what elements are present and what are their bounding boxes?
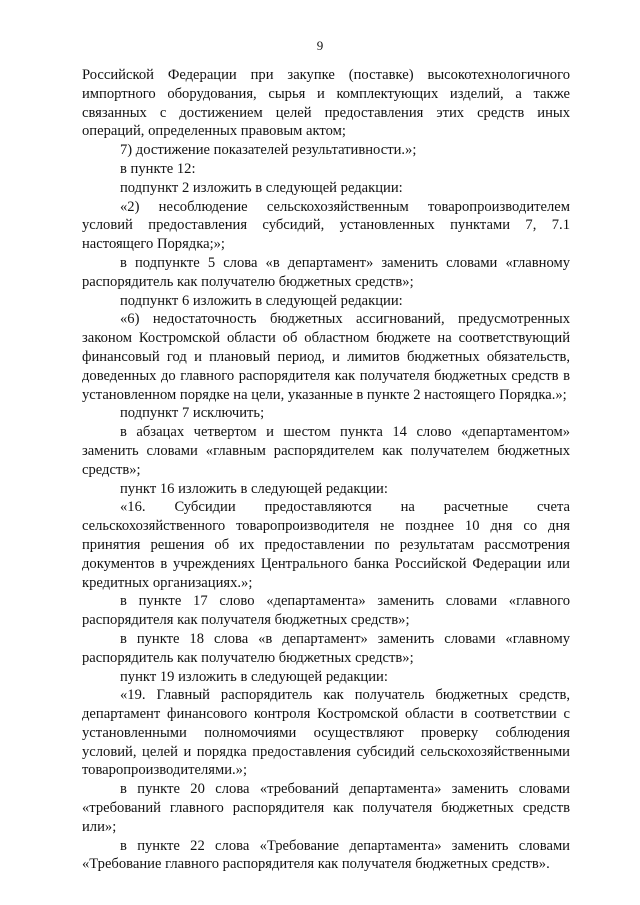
paragraph-17: в пункте 20 слова «требований департамента» заменить словами «требований главного распорядителя как получателя бюджетных средств или»; — [82, 781, 570, 835]
paragraph-6: в подпункте 5 слова «в департамент» заменить словами «главному распорядитель как получателю бюджетных средств»; — [82, 254, 570, 290]
paragraph-15: пункт 19 изложить в следующей редакции: — [120, 668, 388, 685]
paragraph-4: подпункт 2 изложить в следующей редакции: — [120, 179, 403, 196]
paragraph-1: Российской Федерации при закупке (поставке) высокотехнологичного импортного оборудования, сырья и комплектующих изделий, а также связанных с достижением целей предоставления этих средств иных операций, определенных правовым актом; — [82, 67, 570, 140]
page-number: 9 — [316, 38, 324, 53]
paragraph-2: 7) достижение показателей результативности.»; — [120, 142, 417, 159]
paragraph-14: в пункте 18 слова «в департамент» заменить словами «главному распорядитель как получателю бюджетных средств»; — [82, 630, 570, 666]
paragraph-11: пункт 16 изложить в следующей редакции: — [120, 480, 388, 497]
paragraph-18: в пункте 22 слова «Требование департамента» заменить словами «Требование главного распорядителя как получателя бюджетных средств». — [82, 837, 570, 873]
paragraph-8: «6) недостаточность бюджетных ассигнований, предусмотренных законом Костромской области об областном бюджете на соответствующий финансовый год и плановый период, и лимитов бюджетных обязательств, доведенных до главного распорядителя как получателя бюджетных средств в установленном порядке на цели, указанные в пункте 2 настоящего Порядка.»; — [82, 311, 570, 403]
paragraph-13: в пункте 17 слово «департамента» заменить словами «главного распорядителя как получателя бюджетных средств»; — [82, 593, 570, 629]
paragraph-5: «2) несоблюдение сельскохозяйственным товаропроизводителем условий предоставления субсидий, установленных пунктами 7, 7.1 настоящего Порядка;»; — [82, 198, 570, 253]
paragraph-16: «19. Главный распорядитель как получатель бюджетных средств, департамент финансового контроля Костромской области в соответствии с установленными полномочиями осуществляют проверку соблюдения условий, целей и порядка предоставления субсидий сельскохозяйственными товаропроизводителями.»; — [82, 687, 570, 779]
paragraph-9: подпункт 7 исключить; — [120, 405, 265, 422]
document-body — [82, 66, 570, 874]
paragraph-3: в пункте 12: — [120, 160, 196, 177]
paragraph-7: подпункт 6 изложить в следующей редакции: — [120, 292, 403, 309]
paragraph-10: в абзацах четвертом и шестом пункта 14 слово «департаментом» заменить словами «главным распорядителем как получателем бюджетных средств»; — [82, 424, 570, 478]
paragraph-12: «16. Субсидии предоставляются на расчетные счета сельскохозяйственного товаропроизводителя не позднее 10 дня со дня принятия решения об их предоставлении по результатам рассмотрения документов в учреждениях Центрального банка Российской Федерации или кредитных организациях.»; — [82, 499, 570, 591]
